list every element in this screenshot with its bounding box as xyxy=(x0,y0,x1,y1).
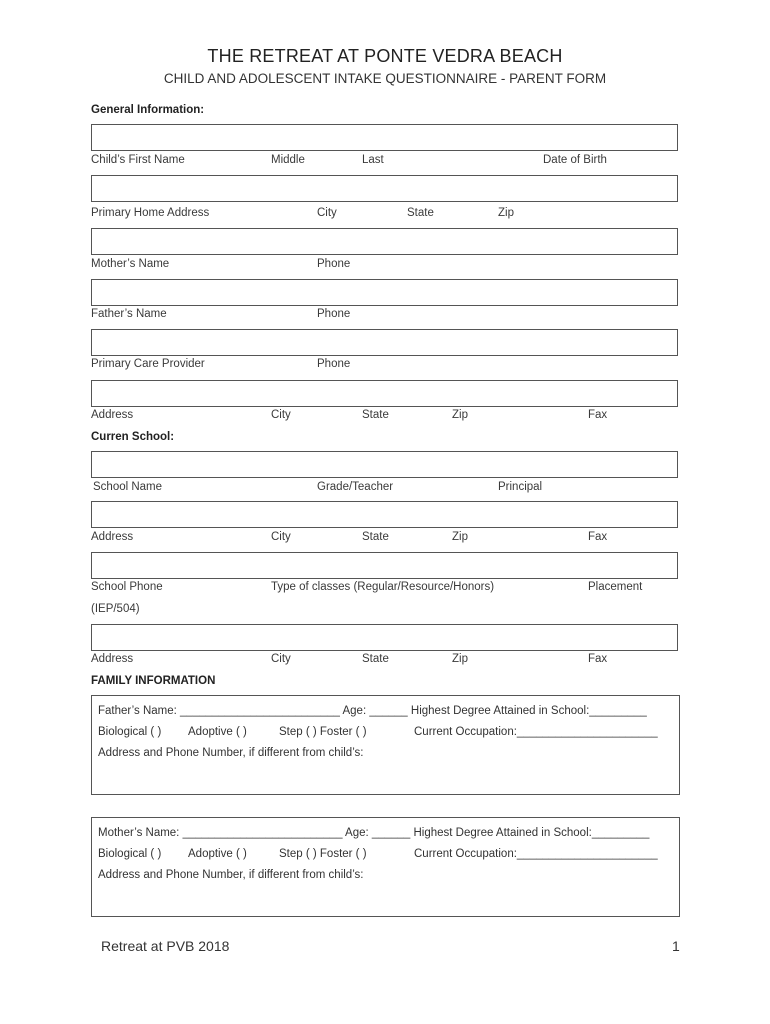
school-name-label: School Name xyxy=(93,481,163,493)
provider-zip-label: Zip xyxy=(452,409,468,421)
home-address-label: Primary Home Address xyxy=(91,207,210,219)
father-occupation-line: Current Occupation:______________________ xyxy=(414,726,658,738)
primary-care-phone-label: Phone xyxy=(317,358,351,370)
family-info-heading: FAMILY INFORMATION xyxy=(91,675,216,687)
school-phone-field[interactable] xyxy=(91,552,678,579)
father-adoptive-option[interactable]: Adoptive ( ) xyxy=(188,726,247,738)
page-number: 1 xyxy=(672,938,680,954)
footer-text: Retreat at PVB 2018 xyxy=(101,938,230,954)
home-zip-label: Zip xyxy=(498,207,514,219)
home-state-label: State xyxy=(407,207,434,219)
grade-teacher-label: Grade/Teacher xyxy=(317,481,394,493)
last-name-label: Last xyxy=(362,154,384,166)
school-state2-label: State xyxy=(362,653,389,665)
primary-care-label: Primary Care Provider xyxy=(91,358,205,370)
school-fax-label: Fax xyxy=(588,531,608,543)
home-address-field[interactable] xyxy=(91,175,678,202)
general-info-heading: General Information: xyxy=(91,104,205,116)
school-fax2-label: Fax xyxy=(588,653,608,665)
father-info-box[interactable] xyxy=(91,695,680,795)
home-city-label: City xyxy=(317,207,337,219)
school-city2-label: City xyxy=(271,653,291,665)
school-state-label: State xyxy=(362,531,389,543)
principal-label: Principal xyxy=(498,481,543,493)
mother-name-line: Mother’s Name: _________________________ Age: ______ Highest Degree Attained in School:_________ xyxy=(98,827,650,839)
mother-info-box[interactable] xyxy=(91,817,680,917)
provider-address-label: Address xyxy=(91,409,134,421)
father-biological-option[interactable]: Biological ( ) xyxy=(98,726,162,738)
placement-iep-label: (IEP/504) xyxy=(91,603,140,615)
middle-name-label: Middle xyxy=(271,154,305,166)
father-name-line: Father’s Name: _________________________ Age: ______ Highest Degree Attained in School:_________ xyxy=(98,705,647,717)
provider-city-label: City xyxy=(271,409,291,421)
mother-occupation-line: Current Occupation:______________________ xyxy=(414,848,658,860)
primary-care-field[interactable] xyxy=(91,329,678,356)
school-address2-field[interactable] xyxy=(91,624,678,651)
provider-fax-label: Fax xyxy=(588,409,608,421)
school-name-field[interactable] xyxy=(91,451,678,478)
mother-biological-option[interactable]: Biological ( ) xyxy=(98,848,162,860)
provider-state-label: State xyxy=(362,409,389,421)
child-first-name-label: Child’s First Name xyxy=(91,154,185,166)
father-step-foster-option[interactable]: Step ( ) Foster ( ) xyxy=(279,726,367,738)
father-address-line: Address and Phone Number, if different from child’s: xyxy=(98,747,364,759)
mother-phone-label: Phone xyxy=(317,258,351,270)
placement-label: Placement xyxy=(588,581,643,593)
provider-address-field[interactable] xyxy=(91,380,678,407)
school-address2-label: Address xyxy=(91,653,134,665)
child-name-field[interactable] xyxy=(91,124,678,151)
class-type-label: Type of classes (Regular/Resource/Honors) xyxy=(271,581,495,593)
school-zip-label: Zip xyxy=(452,531,468,543)
school-zip2-label: Zip xyxy=(452,653,468,665)
mother-name-label: Mother’s Name xyxy=(91,258,170,270)
school-address-field[interactable] xyxy=(91,501,678,528)
form-title: THE RETREAT AT PONTE VEDRA BEACH xyxy=(207,46,563,66)
father-phone-label: Phone xyxy=(317,308,351,320)
mother-address-line: Address and Phone Number, if different from child’s: xyxy=(98,869,364,881)
current-school-heading: Curren School: xyxy=(91,431,175,443)
mother-adoptive-option[interactable]: Adoptive ( ) xyxy=(188,848,247,860)
date-of-birth-label: Date of Birth xyxy=(543,154,607,166)
school-city-label: City xyxy=(271,531,291,543)
form-subtitle: CHILD AND ADOLESCENT INTAKE QUESTIONNAIRE - PARENT FORM xyxy=(163,71,607,86)
mother-name-field[interactable] xyxy=(91,228,678,255)
school-address-label: Address xyxy=(91,531,134,543)
school-phone-label: School Phone xyxy=(91,581,163,593)
father-name-field[interactable] xyxy=(91,279,678,306)
mother-step-foster-option[interactable]: Step ( ) Foster ( ) xyxy=(279,848,367,860)
father-name-label: Father’s Name xyxy=(91,308,167,320)
